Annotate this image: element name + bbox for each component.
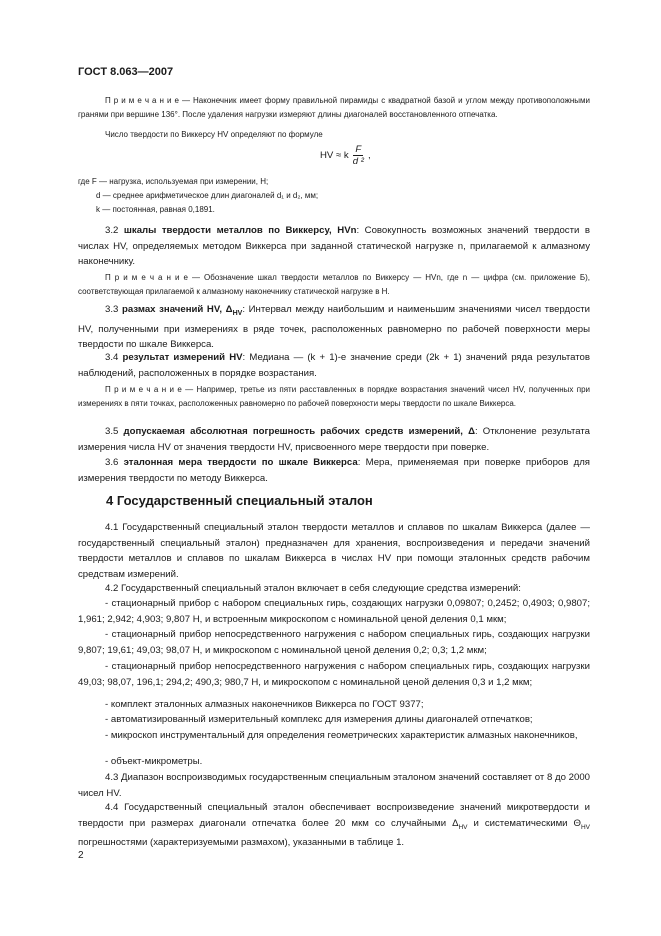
hv-formula: HV ≈ k $\frac{F}{\text{d ²}}$ , (320, 144, 371, 167)
term-3-6: 3.6 эталонная мера твердости по шкале Виккерса: Мера, применяемая при поверке приборов для измерения твердости по методу Виккерса. (78, 457, 590, 484)
formula-intro: Число твердости по Виккерсу HV определяют по формуле (105, 130, 323, 139)
para-4-2: 4.2 Государственный специальный эталон включает в себя следующие средства измерений: (105, 583, 521, 594)
para-4-4: 4.4 Государственный специальный эталон обеспечивает воспроизведение значений микротвердости и твердости при размерах диагонали отпечатка более 20 мкм со случайными $\Delta_{HV}$ и систематическими $\Theta_{HV}$ погрешностями (характеризуемыми размахом), указанными в таблице 1. (78, 802, 590, 849)
term-3-2: 3.2 шкалы твердости металлов по Виккерсу, HVn: Совокупность возможных значений твердости в числах HV, определяемых методом Виккерса при заданной статической нагрузке n, прилагаемой к алмазному наконечнику. (78, 225, 590, 268)
page-number: 2 (78, 850, 84, 861)
list-item: - стационарный прибор непосредственного нагружения с набором специальных гирь, создающих нагрузки 49,03; 98,07, 196,1; 294,2; 490,3; 980,7 Н, и микроскопом с номинальной ценой деления 0,3 и 1,2 мкм; (78, 661, 590, 688)
list-item: - микроскоп инструментальный для определения геометрических характеристик алмазных наконечников, (105, 730, 578, 741)
note-2: П р и м е ч а н и е — Обозначение шкал твердости металлов по Виккерсу — HVn, где n — цифра (см. приложение Б), соответствующая прилагаемой к алмазному наконечнику статической нагрузке в Н. (78, 273, 591, 296)
term-3-4: 3.4 результат измерений HV: Медиана — (k + 1)-е значение среди (2k + 1) значений ряда результатов наблюдений, расположенных в порядке возрастания. (78, 352, 590, 379)
list-item: - автоматизированный измерительный комплекс для измерения длины диагоналей отпечатков; (105, 714, 533, 725)
para-4-1: 4.1 Государственный специальный эталон твердости металлов и сплавов по шкалам Виккерса (далее — государственный специальный эталон) предназначен для хранения, воспроизведения и передачи значений твердости металлов и сплавов по шкалам Виккерса в числах HV при помощи эталонных средств рабочим средствам измерений. (78, 522, 590, 580)
term-3-5: 3.5 допускаемая абсолютная погрешность рабочих средств измерений, Δ: Отклонение результата измерения числа HV от значения твердости HV, присвоенного мере твердости при поверке. (78, 426, 591, 453)
list-item: - стационарный прибор непосредственного нагружения с набором специальных гирь, создающих нагрузки 9,807; 19,61; 49,03; 98,07 Н, и микроскопом с номинальной ценой деления 0,2; 0,3; 1,2 мкм; (78, 629, 590, 656)
document-header: ГОСТ 8.063—2007 (78, 66, 174, 78)
note-1: П р и м е ч а н и е — Наконечник имеет форму правильной пирамиды с квадратной базой и углом между противоположными гранями при вершине 136°. После удаления нагрузки измеряют длины диагоналей восстановленного отпечатка. (78, 96, 591, 119)
section-4-heading: 4 Государственный специальный эталон (106, 493, 373, 508)
where-line-2: d — среднее арифметическое длин диагоналей d₁ и d₂, мм; (96, 191, 319, 200)
list-item: - стационарный прибор с набором специальных гирь, создающих нагрузки 0,09807; 0,2452; 0,4903; 0,9807; 1,961; 2,942; 4,903; 9,807 Н, и встроенным микроскопом с номинальной ценой деления 0,1 мкм; (78, 598, 590, 625)
term-3-3: 3.3 размах значений HV, $\Delta_{HV}$: Интервал между наибольшим и наименьшим значениями чисел твердости HV, полученными при измерениях в ряде точек, расположенных равномерно по рабочей поверхности меры твердости по шкале Виккерса. (78, 304, 590, 351)
where-line-3: k — постоянная, равная 0,1891. (96, 205, 215, 214)
list-item: - объект-микрометры. (105, 756, 203, 767)
para-4-3: 4.3 Диапазон воспроизводимых государственным специальным эталоном значений составляет от 8 до 2000 чисел HV. (78, 772, 590, 799)
list-item: - комплект эталонных алмазных наконечников Виккерса по ГОСТ 9377; (105, 699, 424, 710)
note-3: П р и м е ч а н и е — Например, третье из пяти расставленных в порядке возрастания значений чисел HV, полученных при измерениях в пяти точках, расположенных равномерно по рабочей поверхности меры твердости по шкале Виккерса. (78, 385, 591, 408)
where-line-1: где F — нагрузка, используемая при измерении, Н; (78, 177, 269, 186)
formula-fraction: $\frac{F}{\text{d ²}}$ (352, 144, 364, 167)
